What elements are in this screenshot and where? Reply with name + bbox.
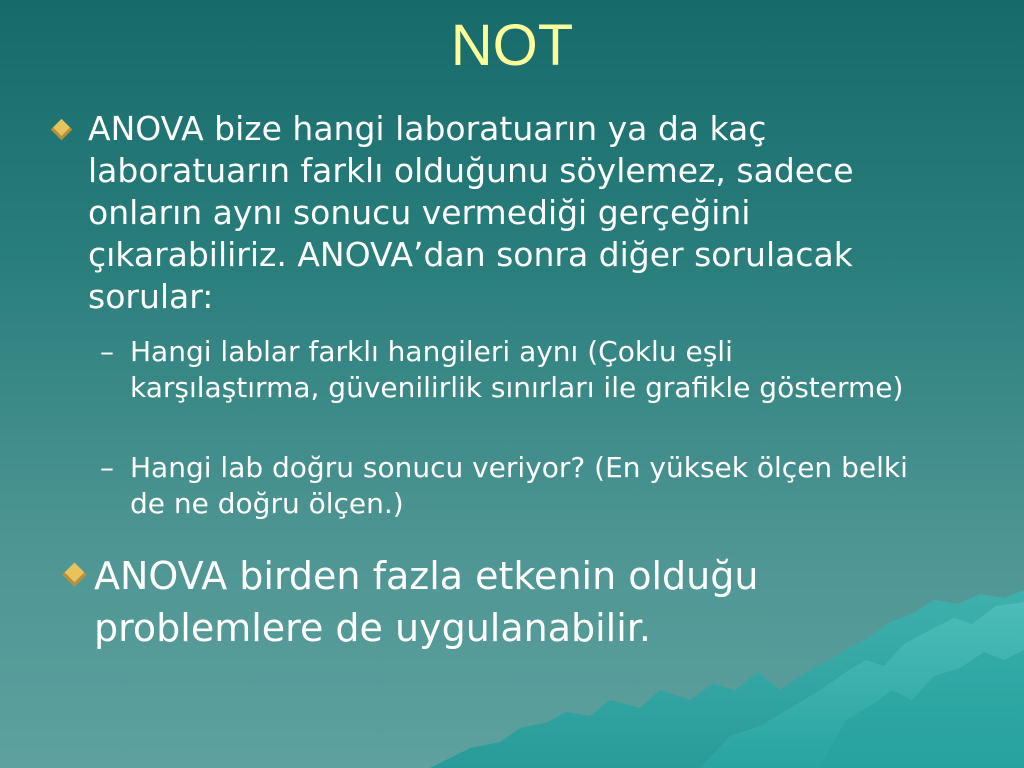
bullet-text: ANOVA birden fazla etkenin olduğu problemlere de uygulanabilir. bbox=[94, 554, 759, 650]
dash-marker: – bbox=[100, 335, 114, 368]
bullet-text: ANOVA bize hangi laboratuarın ya da kaç laboratuarın farklı olduğunu söylemez, sadece onların aynı sonucu vermediği gerçeğini çıkarabiliriz. ANOVA’dan sonra diğer sorulacak sorular: bbox=[88, 109, 854, 316]
slide-title: NOT bbox=[450, 13, 574, 78]
sub-bullet-text: Hangi lablar farklı hangileri aynı (Çoklu eşli karşılaştırma, güvenilirlik sınırları ile grafikle gösterme) bbox=[130, 335, 904, 404]
sub-bullet-text: Hangi lab doğru sonucu veriyor? (En yüksek ölçen belki de ne doğru ölçen.) bbox=[130, 451, 908, 520]
dash-marker: – bbox=[100, 451, 114, 484]
